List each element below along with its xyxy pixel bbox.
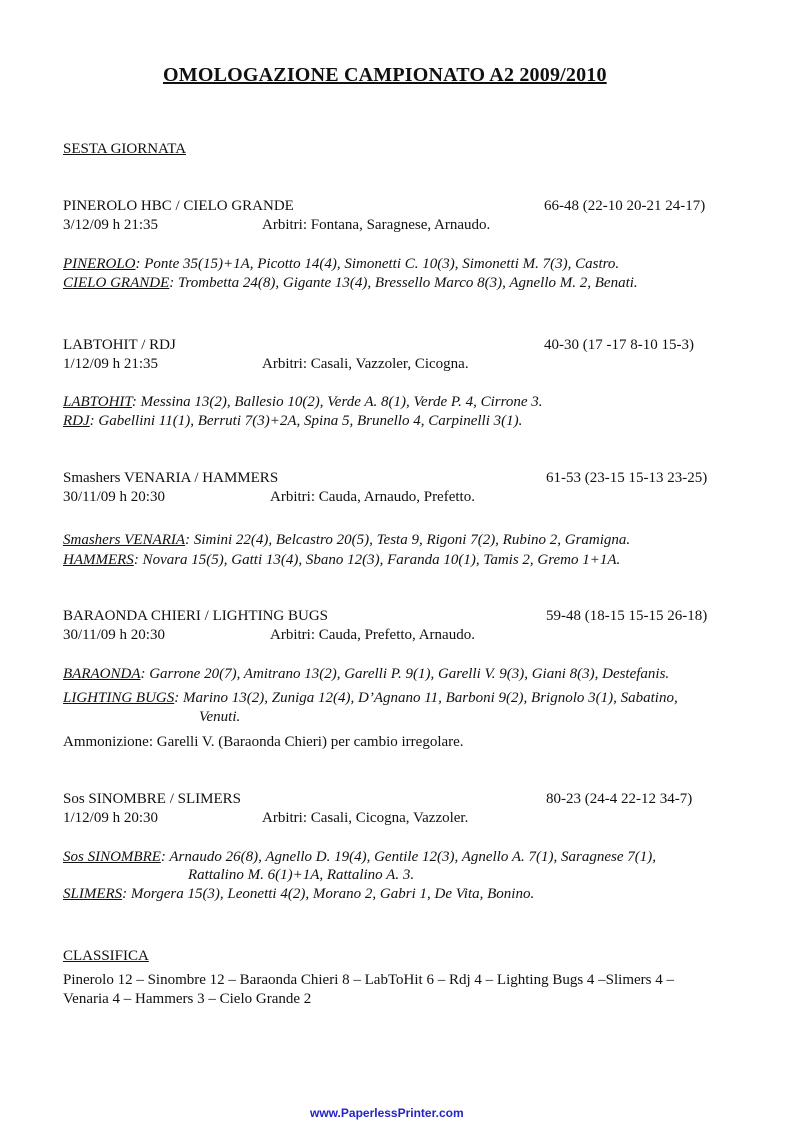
roster-line — [63, 413, 522, 430]
game-teams: Sos SINOMBRE / SLIMERS — [63, 791, 241, 807]
game-referees: Arbitri: Cauda, Arnaudo, Prefetto. — [270, 489, 475, 505]
roster-line — [63, 552, 620, 569]
game-score: 59-48 (18-15 15-15 26-18) — [546, 608, 708, 624]
roster-players: : Garrone 20(7), Amitrano 13(2), Garelli P. 9(1), Garelli V. 9(3), Giani 8(3), Destefanis. — [140, 666, 670, 682]
roster-players: : Trombetta 24(8), Gigante 13(4), Bressello Marco 8(3), Agnello M. 2, Benati. — [169, 275, 638, 291]
game-referees: Arbitri: Casali, Vazzoler, Cicogna. — [262, 356, 469, 372]
game-referees: Arbitri: Cauda, Prefetto, Arnaudo. — [270, 627, 475, 643]
roster-team: LABTOHIT — [63, 394, 132, 410]
standings-line: Pinerolo 12 – Sinombre 12 – Baraonda Chieri 8 – LabToHit 6 – Rdj 4 – Lighting Bugs 4 –Slimers 4 – — [63, 972, 674, 988]
roster-team: RDJ — [63, 413, 90, 429]
game-teams: BARAONDA CHIERI / LIGHTING BUGS — [63, 608, 328, 624]
standings-heading: CLASSIFICA — [63, 948, 149, 964]
game-score: 66-48 (22-10 20-21 24-17) — [544, 198, 706, 214]
roster-line — [63, 275, 638, 292]
roster-team: BARAONDA — [63, 666, 141, 682]
page-title: OMOLOGAZIONE CAMPIONATO A2 2009/2010 — [163, 64, 607, 86]
roster-line — [63, 666, 669, 683]
roster-line — [63, 256, 619, 273]
game-datetime: 30/11/09 h 20:30 — [63, 627, 165, 643]
game-datetime: 1/12/09 h 21:35 — [63, 356, 159, 372]
roster-team: Sos SINOMBRE — [63, 849, 161, 865]
day-heading: SESTA GIORNATA — [63, 141, 187, 157]
roster-team: PINEROLO — [63, 256, 136, 272]
roster-players: : Gabellini 11(1), Berruti 7(3)+2A, Spina 5, Brunello 4, Carpinelli 3(1). — [89, 413, 523, 429]
game-score: 80-23 (24-4 22-12 34-7) — [546, 791, 693, 807]
game-referees: Arbitri: Casali, Cicogna, Vazzoler. — [262, 810, 469, 826]
roster-line — [63, 886, 534, 903]
roster-line — [63, 394, 543, 411]
roster-team: SLIMERS — [63, 886, 123, 902]
warning-note: Ammonizione: Garelli V. (Baraonda Chieri) per cambio irregolare. — [63, 734, 464, 750]
roster-continuation: Rattalino M. 6(1)+1A, Rattalino A. 3. — [188, 867, 415, 883]
roster-players: : Ponte 35(15)+1A, Picotto 14(4), Simonetti C. 10(3), Simonetti M. 7(3), Castro. — [135, 256, 620, 272]
standings-line: Venaria 4 – Hammers 3 – Cielo Grande 2 — [63, 991, 312, 1007]
roster-team: Smashers VENARIA — [63, 532, 186, 548]
roster-players: : Simini 22(4), Belcastro 20(5), Testa 9, Rigoni 7(2), Rubino 2, Gramigna. — [185, 532, 631, 548]
roster-continuation: Venuti. — [199, 709, 241, 725]
game-referees: Arbitri: Fontana, Saragnese, Arnaudo. — [262, 217, 491, 233]
game-score: 40-30 (17 -17 8-10 15-3) — [544, 337, 694, 353]
roster-players: : Morgera 15(3), Leonetti 4(2), Morano 2, Gabri 1, De Vita, Bonino. — [122, 886, 535, 902]
game-teams: PINEROLO HBC / CIELO GRANDE — [63, 198, 294, 214]
game-teams: Smashers VENARIA / HAMMERS — [63, 470, 279, 486]
roster-line — [63, 849, 656, 866]
game-datetime: 30/11/09 h 20:30 — [63, 489, 165, 505]
roster-team: CIELO GRANDE — [63, 275, 170, 291]
game-datetime: 1/12/09 h 20:30 — [63, 810, 159, 826]
roster-players: : Marino 13(2), Zuniga 12(4), D’Agnano 11, Barboni 9(2), Brignolo 3(1), Sabatino, — [174, 690, 678, 706]
roster-line — [63, 532, 630, 549]
game-teams: LABTOHIT / RDJ — [63, 337, 176, 353]
game-datetime: 3/12/09 h 21:35 — [63, 217, 159, 233]
game-score: 61-53 (23-15 15-13 23-25) — [546, 470, 708, 486]
roster-players: : Messina 13(2), Ballesio 10(2), Verde A. 8(1), Verde P. 4, Cirrone 3. — [131, 394, 543, 410]
roster-team: HAMMERS — [63, 552, 134, 568]
roster-players: : Arnaudo 26(8), Agnello D. 19(4), Gentile 12(3), Agnello A. 7(1), Saragnese 7(1), — [160, 849, 656, 865]
roster-players: : Novara 15(5), Gatti 13(4), Sbano 12(3), Faranda 10(1), Tamis 2, Gremo 1+1A. — [133, 552, 621, 568]
roster-team: LIGHTING BUGS — [63, 690, 175, 706]
footer-link[interactable]: www.PaperlessPrinter.com — [310, 1106, 464, 1120]
roster-line — [63, 690, 678, 707]
